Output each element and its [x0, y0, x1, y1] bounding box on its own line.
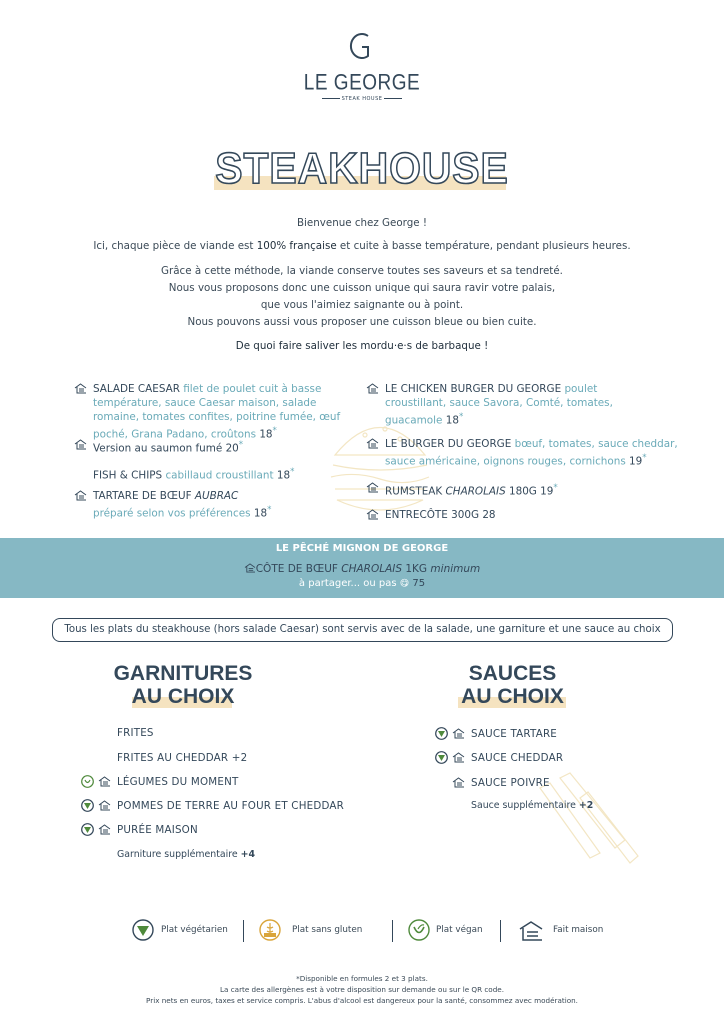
vegetarian-legend-icon — [132, 919, 154, 941]
vegetarian-icon — [435, 727, 448, 740]
item-name: FISH & CHIPS — [93, 469, 166, 482]
peche-weight: 1KG — [402, 563, 431, 575]
item-fish-chips — [93, 465, 294, 482]
sauce-item: SAUCE POIVRE — [471, 777, 550, 789]
item-name: TARTARE DE BŒUF — [93, 490, 195, 502]
item-name: LE CHICKEN BURGER DU GEORGE — [385, 383, 565, 395]
legend-fait-maison: Fait maison — [553, 925, 604, 935]
garniture-item — [117, 752, 247, 764]
vegetarian-icon — [81, 799, 94, 812]
page-title: STEAKHOUSE — [215, 144, 509, 193]
item-salade-caesar — [93, 382, 363, 441]
intro-line-4: que vous l'aimiez saignante ou à point. — [260, 299, 464, 311]
fait-maison-icon — [366, 383, 379, 394]
intro-welcome: Bienvenue chez George ! — [296, 217, 427, 229]
peche-title: LE PÊCHÉ MIGNON DE GEORGE — [275, 543, 449, 554]
fait-maison-icon — [74, 439, 87, 450]
item-desc: préparé selon vos préférences — [93, 507, 254, 520]
garniture-extra-plus: +4 — [240, 849, 256, 860]
fait-maison-icon — [74, 383, 87, 394]
item-name: ENTRECÔTE 300G — [385, 509, 483, 521]
item-star: * — [267, 505, 272, 515]
sauces-title-1: SAUCES — [468, 662, 557, 685]
peche-name: CÔTE DE BŒUF — [255, 563, 342, 575]
logo-rule-right — [384, 98, 402, 99]
item-price: 18 — [259, 428, 273, 441]
vegan-icon — [81, 775, 94, 788]
item-star: * — [642, 453, 647, 463]
item-name-italic: AUBRAC — [194, 490, 239, 502]
garniture-item: PURÉE MAISON — [117, 824, 198, 836]
peche-share-text: à partager... ou pas — [298, 578, 400, 589]
logo-name: LE GEORGE — [303, 71, 421, 96]
garniture-label: FRITES AU CHEDDAR — [117, 752, 232, 764]
fait-maison-icon — [244, 563, 256, 573]
sauces-title-2: AU CHOIX — [461, 685, 564, 708]
sauce-extra — [471, 800, 593, 811]
item-price: 19 — [629, 455, 643, 468]
item-price: 18 — [445, 414, 459, 427]
item-price: 28 — [482, 509, 496, 521]
peche-min: minimum — [430, 563, 481, 575]
item-star: * — [553, 483, 558, 493]
item-star: * — [238, 440, 244, 450]
item-saumon — [93, 438, 243, 455]
item-entrecote — [385, 508, 496, 522]
item-name: RUMSTEAK — [385, 485, 446, 498]
fait-maison-icon — [452, 777, 465, 788]
legend-vegetarien: Plat végétarien — [161, 925, 228, 935]
yum-emoji-icon: 😋 — [399, 579, 410, 589]
intro-line-1b: 100% française — [256, 240, 337, 252]
fait-maison-legend-icon — [518, 920, 544, 942]
item-name: SALADE CAESAR — [93, 383, 184, 395]
item-price: 20 — [225, 442, 239, 455]
legend-separator — [243, 920, 244, 942]
item-desc: poulet — [564, 383, 598, 395]
intro-line-2: Grâce à cette méthode, la viande conserve toutes ses saveurs et sa tendreté. — [161, 265, 563, 277]
item-desc: sauce américaine, oignons rouges, cornichons — [385, 455, 630, 468]
item-desc: filet de poulet cuit à basse — [183, 383, 322, 395]
intro-tagline: De quoi faire saliver les mordu·e·s de barbaque ! — [235, 340, 489, 352]
sauce-item: SAUCE CHEDDAR — [471, 752, 564, 764]
peche-price: 75 — [409, 578, 426, 589]
fait-maison-icon — [98, 824, 111, 835]
intro-line-1c: et cuite à basse température, pendant plusieurs heures. — [336, 240, 631, 252]
sauces-title — [430, 662, 595, 708]
legend-sans-gluten: Plat sans gluten — [292, 925, 363, 935]
item-tartare — [93, 489, 271, 520]
logo-g-icon — [346, 30, 378, 62]
footer-line-3: Prix nets en euros, taxes et service compris. L'abus d'alcool est dangereux pour la santé, consommez avec modération. — [146, 996, 578, 1005]
fait-maison-icon — [452, 728, 465, 739]
item-rumsteak — [385, 481, 558, 498]
sauce-extra-plus: +2 — [578, 800, 594, 811]
accompaniment-note: Tous les plats du steakhouse (hors salade Caesar) sont servis avec de la salade, une garniture et une sauce au choix — [52, 618, 673, 642]
vegan-legend-icon — [408, 919, 430, 941]
intro-line-5: Nous pouvons aussi vous proposer une cuisson bleue ou bien cuite. — [187, 316, 537, 328]
fait-maison-icon — [74, 490, 87, 501]
item-price: 18 — [253, 507, 268, 520]
gluten-free-legend-icon — [259, 919, 281, 941]
vegetarian-icon — [81, 823, 94, 836]
garniture-extra-label: Garniture supplémentaire — [117, 849, 241, 860]
intro-line-1a: Ici, chaque pièce de viande est — [93, 240, 257, 252]
item-weight: 180G — [505, 485, 541, 498]
item-desc: température, sauce Caesar maison, salade — [93, 397, 317, 409]
footer-line-1: *Disponible en formules 2 et 3 plats. — [296, 974, 428, 983]
peche-name-italic: CHAROLAIS — [341, 563, 403, 575]
item-desc: bœuf, tomates, sauce cheddar, — [514, 438, 678, 450]
footer-line-2: La carte des allergènes est à votre disposition sur demande ou sur le QR code. — [220, 985, 504, 994]
garniture-plus: +2 — [231, 752, 248, 764]
logo-subtitle: STEAK HOUSE — [341, 96, 383, 102]
item-chicken-burger — [385, 382, 705, 427]
item-star: * — [458, 412, 464, 422]
fait-maison-icon — [452, 752, 465, 763]
peche-item — [0, 563, 724, 575]
item-desc: cabillaud croustillant — [165, 469, 277, 482]
fait-maison-icon — [98, 776, 111, 787]
garniture-item: LÉGUMES DU MOMENT — [117, 776, 239, 788]
legend-vegan: Plat végan — [436, 925, 483, 935]
sauce-item: SAUCE TARTARE — [471, 728, 558, 740]
legend-separator — [500, 920, 501, 942]
peche-share — [0, 578, 724, 589]
fait-maison-icon — [98, 800, 111, 811]
garniture-extra — [117, 849, 255, 860]
legend-separator — [392, 920, 393, 942]
fait-maison-icon — [366, 509, 379, 520]
item-price: 19 — [540, 485, 554, 498]
intro-line-1 — [0, 240, 724, 252]
fait-maison-icon — [366, 482, 379, 493]
garniture-item: FRITES — [117, 727, 154, 739]
sauce-extra-label: Sauce supplémentaire — [471, 800, 579, 811]
intro-line-3: Nous vous proposons donc une cuisson unique qui saura ravir votre palais, — [168, 282, 556, 294]
item-desc: poché, Grana Padano, croûtons — [93, 428, 260, 441]
item-desc: guacamole — [385, 414, 446, 427]
item-price: 18 — [276, 469, 291, 482]
item-desc: romaine, tomates confites, poitrine fumée, œuf — [93, 411, 341, 423]
item-name: Version au saumon fumé — [93, 442, 226, 455]
vegetarian-icon — [435, 751, 448, 764]
item-name-italic: CHAROLAIS — [445, 485, 506, 498]
garniture-item: POMMES DE TERRE AU FOUR ET CHEDDAR — [117, 800, 345, 812]
item-star: * — [272, 426, 277, 436]
item-desc: croustillant, sauce Savora, Comté, tomates, — [385, 397, 613, 409]
item-name: LE BURGER DU GEORGE — [385, 438, 515, 450]
fait-maison-icon — [366, 438, 379, 449]
garnitures-title — [98, 662, 268, 708]
garnitures-title-1: GARNITURES — [113, 662, 253, 685]
item-star: * — [290, 467, 295, 477]
item-burger-george — [385, 437, 705, 468]
garnitures-title-2: AU CHOIX — [131, 685, 235, 708]
